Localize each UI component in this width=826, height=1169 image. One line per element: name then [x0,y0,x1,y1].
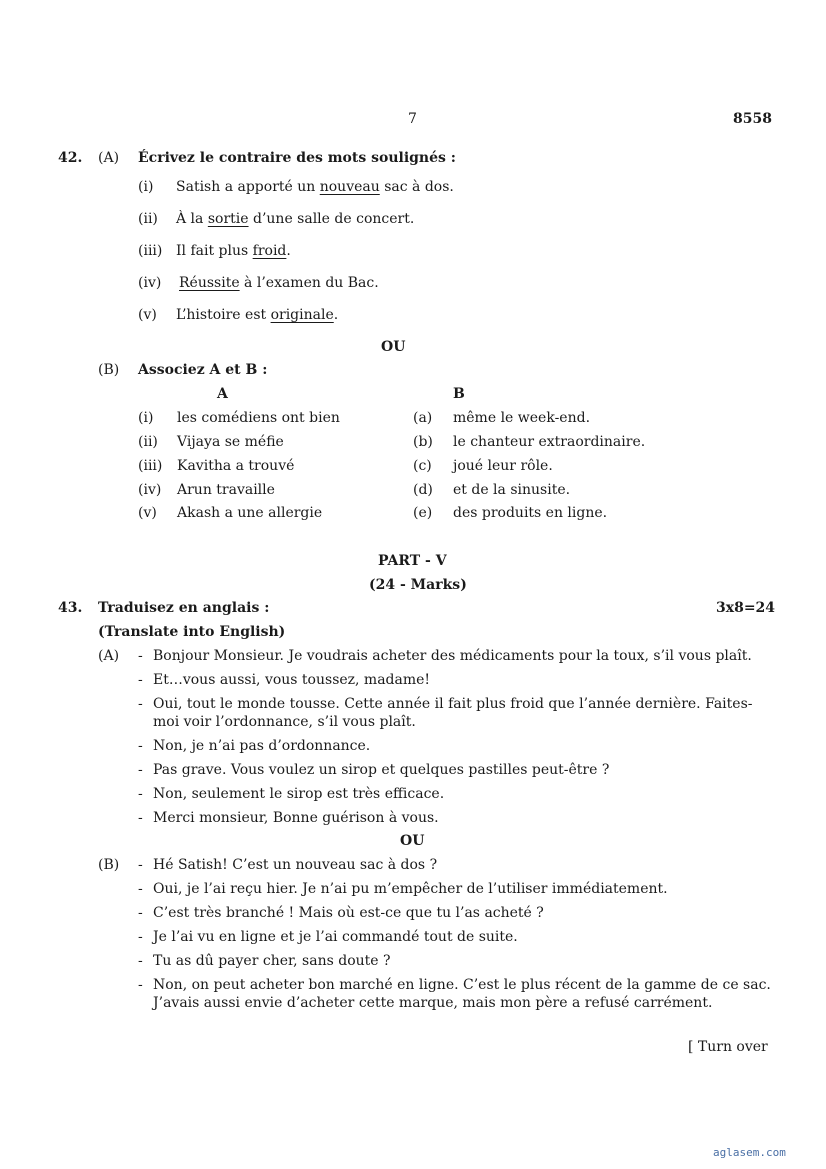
underlined-word: froid [252,243,287,259]
underlined-word: nouveau [319,179,380,195]
match-left-num: (v) [138,505,157,521]
match-right-num: (b) [413,434,433,450]
dialogue-line: Non, je n’ai pas d’ordonnance. [153,738,371,754]
paper-code: 8558 [733,111,772,127]
q43-marks: 3x8=24 [716,600,776,616]
dialogue-line: Non, on peut acheter bon marché en ligne. C’est le plus récent de la gamme de ce sac. [153,977,771,993]
dialogue-line: Je l’ai vu en ligne et je l’ai commandé tout de suite. [153,929,518,945]
dialogue-dash: - [138,953,143,969]
q42-a-item-num: (iii) [138,243,163,259]
q42-a-instruction: Écrivez le contraire des mots soulignés : [138,150,456,166]
match-right-text: le chanteur extraordinaire. [453,434,646,450]
dialogue-line: Bonjour Monsieur. Je voudrais acheter des médicaments pour la toux, s’il vous plaît. [153,648,752,664]
q42-a-item: À la sortie d’une salle de concert. [176,211,415,227]
q43-subtitle: (Translate into English) [98,624,286,640]
match-right-text: même le week-end. [453,410,591,426]
match-right-num: (d) [413,482,433,498]
dialogue-line: Et…vous aussi, vous toussez, madame! [153,672,431,688]
dialogue-line: Merci monsieur, Bonne guérison à vous. [153,810,439,826]
dialogue-dash: - [138,738,143,754]
underlined-word: sortie [207,211,249,227]
part-title: PART - V [378,553,447,569]
q42-a-item-num: (iv) [138,275,162,291]
dialogue-dash: - [138,786,143,802]
page-number: 7 [408,111,417,127]
match-right-num: (c) [413,458,432,474]
q42-a-item: Satish a apporté un nouveau sac à dos. [176,179,454,195]
match-left-text: Vijaya se méfie [177,434,284,450]
column-a-heading: A [217,386,228,402]
question-number-42: 42. [58,150,83,166]
part-marks: (24 - Marks) [369,577,467,593]
underlined-word: Réussite [179,275,240,291]
q42-b-instruction: Associez A et B : [138,362,268,378]
dialogue-dash: - [138,857,143,873]
dialogue-dash: - [138,905,143,921]
match-left-num: (i) [138,410,154,426]
q42-a-item: L’histoire est originale. [176,307,339,323]
column-b-heading: B [453,386,465,402]
dialogue-line: Hé Satish! C’est un nouveau sac à dos ? [153,857,438,873]
dialogue-dash: - [138,672,143,688]
dialogue-line: Tu as dû payer cher, sans doute ? [153,953,391,969]
dialogue-line: C’est très branché ! Mais où est-ce que tu l’as acheté ? [153,905,544,921]
q42-ou: OU [381,339,406,355]
match-left-text: Arun travaille [177,482,275,498]
match-left-text: Akash a une allergie [177,505,323,521]
match-left-text: les comédiens ont bien [177,410,340,426]
footer-watermark: aglasem.com [713,1146,786,1159]
dialogue-dash: - [138,881,143,897]
dialogue-dash: - [138,696,143,712]
q42-a-item: Il fait plus froid. [176,243,291,259]
q42-a-item: Réussite à l’examen du Bac. [179,275,379,291]
q43-a-label: (A) [98,648,120,664]
match-right-num: (e) [413,505,433,521]
q42-a-item-num: (ii) [138,211,158,227]
dialogue-dash: - [138,810,143,826]
question-number-43: 43. [58,600,83,616]
match-left-text: Kavitha a trouvé [177,458,295,474]
match-left-num: (iii) [138,458,163,474]
dialogue-line-continued: J’avais aussi envie d’acheter cette marque, mais mon père a refusé carrément. [153,995,713,1011]
turn-over: [ Turn over [688,1039,768,1055]
match-left-num: (ii) [138,434,158,450]
match-right-text: des produits en ligne. [453,505,608,521]
q42-a-item-num: (v) [138,307,157,323]
dialogue-dash: - [138,977,143,993]
q43-title: Traduisez en anglais : [98,600,270,616]
dialogue-dash: - [138,648,143,664]
dialogue-dash: - [138,762,143,778]
dialogue-dash: - [138,929,143,945]
dialogue-line: Oui, tout le monde tousse. Cette année il fait plus froid que l’année dernière. Faites- [153,696,753,712]
match-right-text: joué leur rôle. [453,458,553,474]
q43-ou: OU [400,833,425,849]
dialogue-line: Pas grave. Vous voulez un sirop et quelques pastilles peut-être ? [153,762,610,778]
q42-b-label: (B) [98,362,120,378]
q42-a-label: (A) [98,150,120,166]
match-left-num: (iv) [138,482,162,498]
dialogue-line-continued: moi voir l’ordonnance, s’il vous plaît. [153,714,416,730]
underlined-word: originale [270,307,334,323]
dialogue-line: Non, seulement le sirop est très efficace. [153,786,445,802]
match-right-num: (a) [413,410,433,426]
match-right-text: et de la sinusite. [453,482,571,498]
dialogue-line: Oui, je l’ai reçu hier. Je n’ai pu m’empêcher de l’utiliser immédiatement. [153,881,668,897]
q43-b-label: (B) [98,857,120,873]
q42-a-item-num: (i) [138,179,154,195]
